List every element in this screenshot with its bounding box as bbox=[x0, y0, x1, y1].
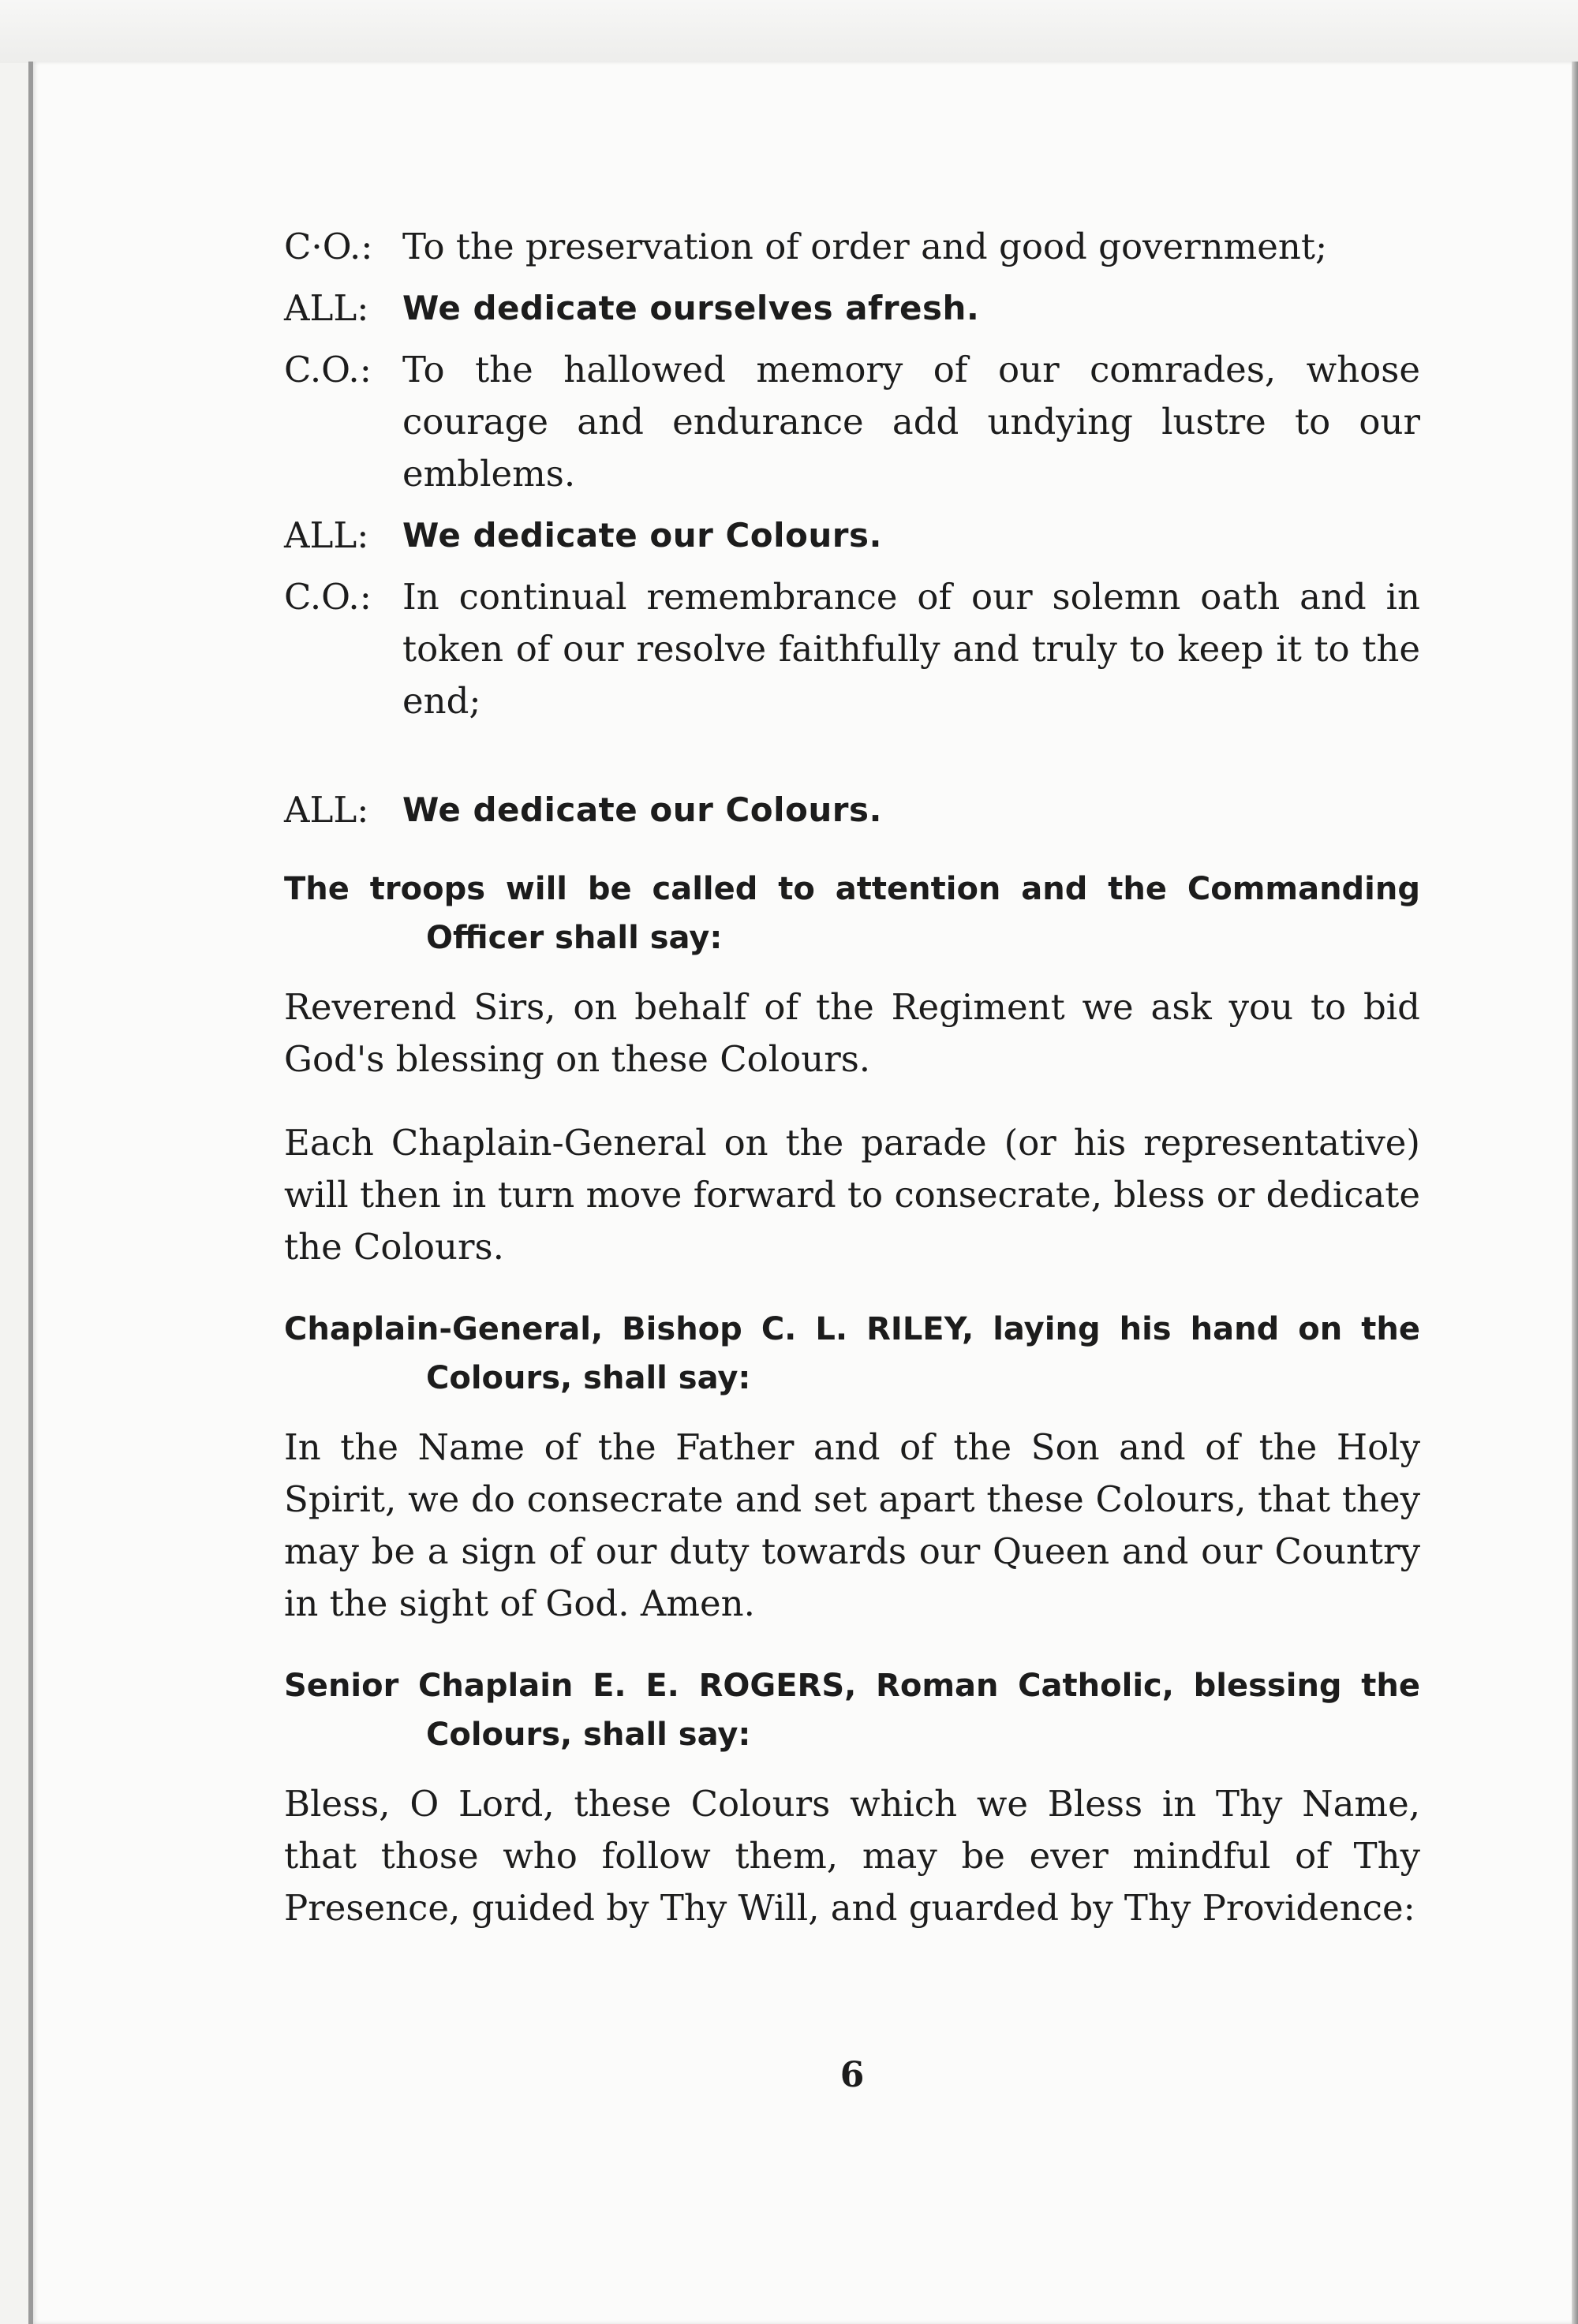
paragraph-each-chaplain: Each Chaplain-General on the parade (or his representative) will then in turn move forward to consecrate, bless or dedicate the Colours. bbox=[284, 1122, 1420, 1268]
page-top-edge bbox=[0, 0, 1578, 63]
line-text: In continual remembrance of our solemn oath and in token of our resolve faithfully and truly to keep it to the end; bbox=[402, 576, 1420, 722]
page-right-edge bbox=[1572, 62, 1578, 2324]
page-number: 6 bbox=[839, 2055, 865, 2095]
rubric-rogers: Senior Chaplain E. E. ROGERS, Roman Catholic, blessing the Colours, shall say: bbox=[284, 1668, 1420, 1753]
speaker-label: ALL: bbox=[284, 514, 369, 556]
rubric-riley: Chaplain-General, Bishop C. L. RILEY, laying his hand on the Colours, shall say: bbox=[284, 1311, 1420, 1396]
line-co-3 bbox=[284, 571, 1420, 727]
paragraph-bless: Bless, O Lord, these Colours which we Bless in Thy Name, that those who follow them, may be ever mindful of Thy Presence, guided by Thy Will, and guarded by Thy Providence: bbox=[284, 1783, 1420, 1929]
line-co-2 bbox=[284, 344, 1420, 500]
line-all-3 bbox=[284, 784, 1420, 836]
line-text: To the hallowed memory of our comrades, whose courage and endurance add undying lustre to our emblems. bbox=[402, 349, 1420, 495]
speaker-label: C.O.: bbox=[284, 349, 372, 390]
speaker-label: C·O.: bbox=[284, 226, 373, 267]
rubric-attention: The troops will be called to attention and the Commanding Officer shall say: bbox=[284, 871, 1420, 956]
line-text: We dedicate ourselves afresh. bbox=[402, 289, 980, 327]
line-text: We dedicate our Colours. bbox=[402, 516, 882, 555]
line-text: We dedicate our Colours. bbox=[402, 790, 882, 829]
paragraph-reverend: Reverend Sirs, on behalf of the Regiment we ask you to bid God's blessing on these Colours. bbox=[284, 986, 1420, 1080]
speaker-label: ALL: bbox=[284, 789, 369, 831]
speaker-label: C.O.: bbox=[284, 576, 372, 618]
speaker-label: ALL: bbox=[284, 287, 369, 329]
line-co-1 bbox=[284, 221, 1420, 273]
line-all-2 bbox=[284, 510, 1420, 562]
page-content bbox=[284, 221, 1420, 1966]
line-text: To the preservation of order and good government; bbox=[402, 226, 1328, 267]
paragraph-consecrate: In the Name of the Father and of the Son and of the Holy Spirit, we do consecrate and set apart these Colours, that they may be a sign of our duty towards our Queen and our Country in the sight of God. Amen. bbox=[284, 1426, 1420, 1624]
spacer bbox=[284, 737, 1420, 784]
line-all-1 bbox=[284, 282, 1420, 334]
